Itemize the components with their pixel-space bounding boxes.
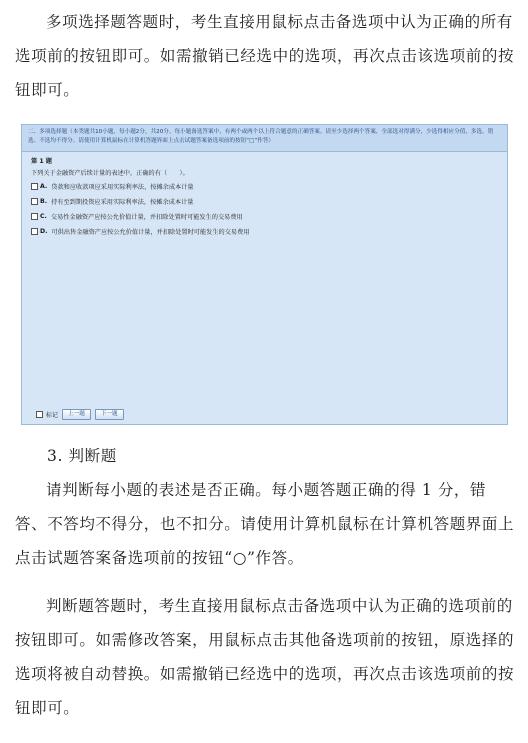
option-a-checkbox[interactable] — [31, 183, 38, 190]
prev-question-button[interactable]: 上一题 — [62, 409, 91, 420]
option-c-letter: C. — [40, 213, 47, 220]
option-b[interactable] — [31, 194, 499, 209]
question-number: 第 1 题 — [31, 158, 52, 165]
section-heading: 3. 判断题 — [47, 447, 117, 465]
mark-label: 标记 — [46, 412, 59, 419]
true-false-answering-instructions: 判断题答题时，考生直接用鼠标点击备选项中认为正确的选项前的按钮即可。如需修改答案，用鼠标点击其他备选项前的按钮，原选择的选项将被自动替换。如需撤销已经选中的选项，再次点击该选项前的按钮即可。 — [15, 597, 515, 717]
option-c-checkbox[interactable] — [31, 213, 38, 220]
option-d-text: 可供出售金融资产应按公允价值计量，并扣除处置时可能发生的交易费用 — [51, 229, 250, 236]
question-footer — [36, 409, 124, 420]
exam-screenshot — [21, 124, 508, 425]
option-d[interactable] — [31, 224, 499, 239]
option-a[interactable] — [31, 179, 499, 194]
option-c[interactable] — [31, 209, 499, 224]
option-b-text: 持有至到期投资应采用实际利率法，按摊余成本计量 — [51, 199, 194, 206]
option-a-text: 贷款和应收款项应采用实际利率法，按摊余成本计量 — [51, 184, 194, 191]
section-instructions-header: 二、多项选择题（本类题共10小题，每小题2分，共20分。每小题备选答案中，有两个或两个以上符合题意的正确答案。请至少选择两个答案，全部选对得满分，少选得相应分值，多选、错选、不选均不得分。请使用计算机鼠标在计算机答题界面上点击试题答案备选项前的按钮“□”作答） — [22, 125, 507, 152]
next-question-button[interactable]: 下一题 — [95, 409, 124, 420]
option-b-letter: B. — [40, 198, 48, 205]
option-a-letter: A. — [40, 183, 48, 190]
true-false-instructions: 请判断每小题的表述是否正确。每小题答题正确的得 1 分，错答、不答均不得分，也不扣分。请使用计算机鼠标在计算机答题界面上点击试题答案备选项前的按钮“○”作答。 — [15, 481, 515, 567]
question-stem: 下列关于金融资产后续计量的表述中，正确的有（ ）。 — [31, 170, 189, 177]
option-d-checkbox[interactable] — [31, 228, 38, 235]
option-b-checkbox[interactable] — [31, 198, 38, 205]
mark-checkbox[interactable] — [36, 411, 43, 418]
question-area — [31, 157, 499, 239]
multi-choice-instructions: 多项选择题答题时，考生直接用鼠标点击备选项中认为正确的所有选项前的按钮即可。如需撤销已经选中的选项，再次点击该选项前的按钮即可。 — [15, 13, 515, 99]
option-c-text: 交易性金融资产应按公允价值计量，并扣除处置时可能发生的交易费用 — [50, 214, 243, 221]
option-d-letter: D. — [40, 228, 48, 235]
